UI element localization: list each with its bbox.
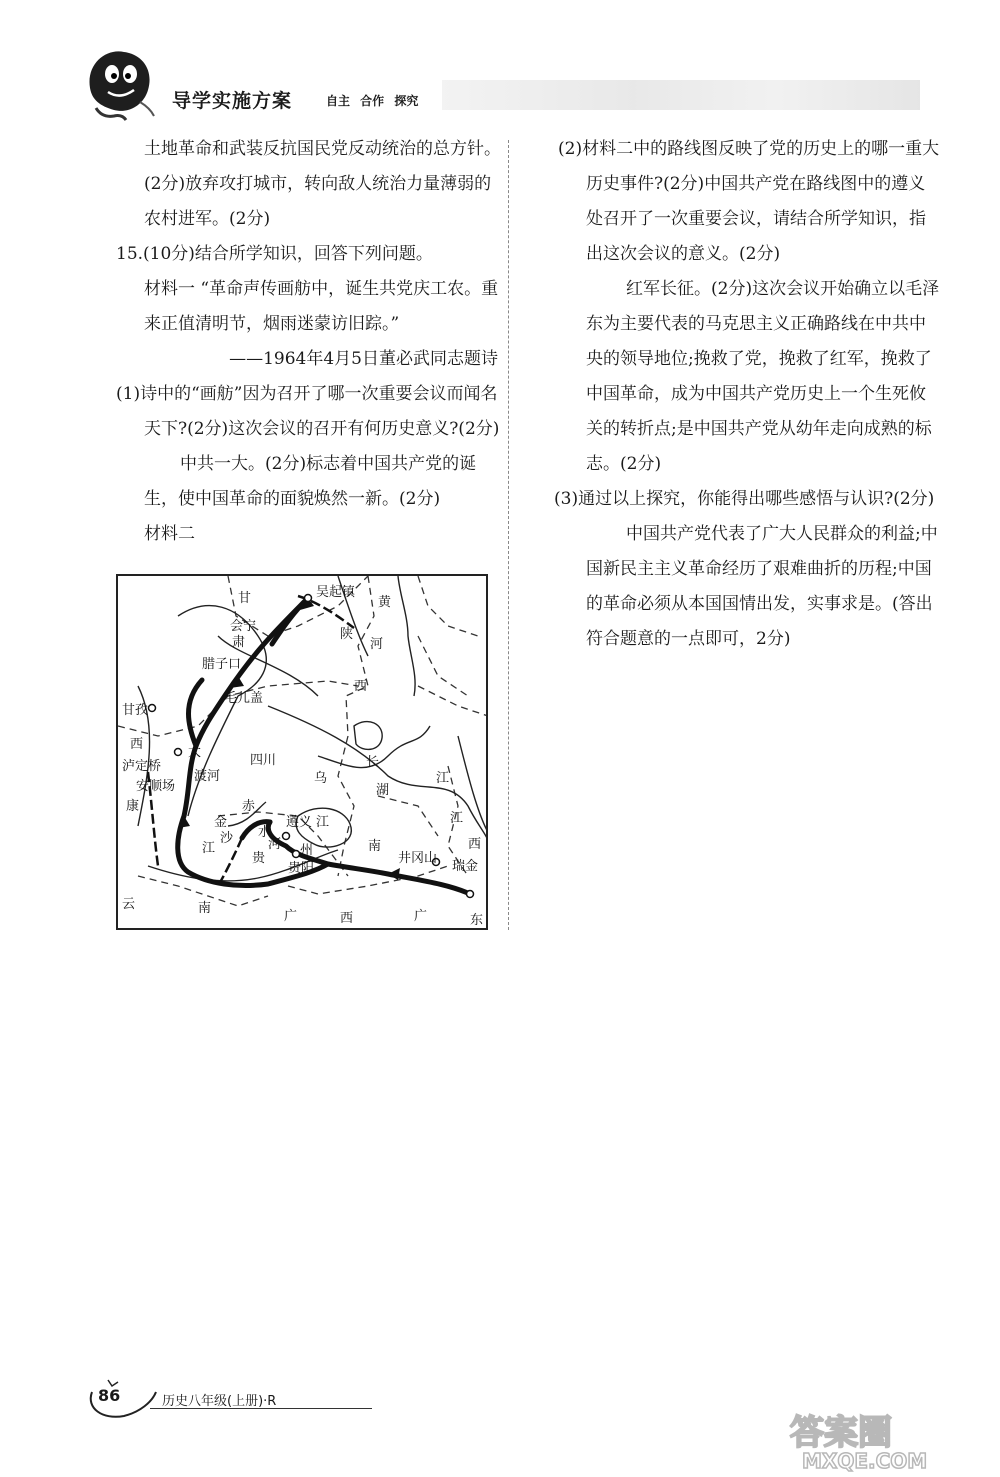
map-label-da: 大 <box>188 745 202 760</box>
page-number-swirl-icon <box>82 1372 162 1422</box>
page-number: 86 <box>98 1386 121 1405</box>
answer-continued: 土地革命和武装反抗国民党反动统治的总方针。(2分)放弃攻打城市，转向敌人统治力量薄弱的农村进军。(2分) <box>144 139 501 229</box>
map-label-xi-3: 西 <box>468 837 482 852</box>
watermark-graphic <box>782 1404 972 1472</box>
map-label-gan: 甘 <box>238 591 252 606</box>
header-title: 导学实施方案 <box>172 90 293 112</box>
map-label-lazikou: 腊子口 <box>202 657 242 672</box>
map-label-jiang-1: 江 <box>436 771 450 786</box>
map-label-chi: 赤 <box>242 799 256 814</box>
watermark-url: MXQE.COM <box>802 1449 928 1472</box>
map-label-su: 肃 <box>232 635 246 650</box>
header-decor-band <box>442 80 920 110</box>
map-label-wu: 乌 <box>314 771 328 786</box>
map-label-chang: 长 <box>366 755 380 770</box>
map-label-xi-1: 西 <box>354 679 368 694</box>
map-label-luding: 泸定桥 <box>122 759 162 774</box>
map-label-shui: 水 <box>258 825 272 840</box>
material-one: 材料一 “革命声传画舫中，诞生共党庆工农。重来正值清明节，烟雨迷蒙访旧踪。” <box>144 279 499 334</box>
material-two-label: 材料二 <box>144 524 195 544</box>
map-label-anshunchang: 安顺场 <box>136 779 176 794</box>
left-column <box>116 132 502 552</box>
map-label-nan-1: 南 <box>368 839 382 854</box>
map-label-xi-4: 西 <box>340 911 354 926</box>
question-15: 15.(10分)结合所学知识，回答下列问题。 <box>116 244 433 264</box>
map-label-jiang-3: 江 <box>316 815 330 830</box>
watermark-title: 答案圈 <box>790 1413 892 1453</box>
map-label-jiang-4: 江 <box>202 841 216 856</box>
map-label-hu: 湖 <box>376 783 390 798</box>
map-label-huang: 黄 <box>378 595 392 610</box>
map-label-shaan: 陕 <box>340 627 354 642</box>
map-label-maoergai: 毛儿盖 <box>224 691 264 706</box>
map-label-jinggangshan: 井冈山 <box>398 851 438 866</box>
map-label-dudu: 渡河 <box>194 769 221 784</box>
column-divider <box>508 140 509 930</box>
book-title: 历史八年级(上册)·R <box>162 1394 277 1409</box>
map-label-xi-2: 西 <box>130 737 144 752</box>
map-label-nan-2: 南 <box>198 901 212 916</box>
map-label-guang-1: 广 <box>284 909 298 924</box>
map-label-jiang-2: 江 <box>450 811 464 826</box>
map-label-he: 河 <box>370 637 384 652</box>
mascot-icon <box>82 44 162 124</box>
map-label-guiyang: 贵阳 <box>288 861 315 876</box>
map-label-ganzi: 甘孜 <box>122 703 149 718</box>
map-label-kang: 康 <box>126 799 140 814</box>
map-label-dong: 东 <box>470 913 484 928</box>
header-tags: 自主 合作 探究 <box>326 94 419 108</box>
material-one-citation: ——1964年4月5日董必武同志题诗 <box>229 349 498 369</box>
answer-15-1: 中共一大。(2分)标志着中国共产党的诞生，使中国革命的面貌焕然一新。(2分) <box>144 454 477 509</box>
map-label-wuqizhen: 吴起镇 <box>316 585 356 600</box>
map-label-ruijin: 瑞金 <box>452 859 479 874</box>
footer-rule <box>150 1408 372 1409</box>
answer-15-3: 中国共产党代表了广大人民群众的利益;中国新民主主义革命经历了艰难曲折的历程;中国的革命必须从本国国情出发，实事求是。(答出符合题意的一点即可，2分) <box>586 524 938 649</box>
question-15-3: (3)通过以上探究，你能得出哪些感悟与认识?(2分) <box>554 489 935 509</box>
map-label-he-2: 河 <box>268 837 282 852</box>
map-label-sichuan: 四川 <box>250 753 277 768</box>
map-label-guang-2: 广 <box>414 909 428 924</box>
site-watermark-logo <box>782 1404 972 1472</box>
page-header <box>0 0 1000 130</box>
map-label-yun: 云 <box>122 897 136 912</box>
map-label-jin: 金 <box>214 815 228 830</box>
map-label-huining: 会宁 <box>230 619 257 634</box>
question-15-1: (1)诗中的“画舫”因为召开了哪一次重要会议而闻名天下?(2分)这次会议的召开有何历史意义?(2分) <box>116 384 500 439</box>
map-label-gui: 贵 <box>252 851 266 866</box>
map-label-sha: 沙 <box>220 831 234 846</box>
map-label-zunyi: 遵义 <box>286 815 313 830</box>
map-graphic <box>118 576 488 930</box>
question-15-2: (2)材料二中的路线图反映了党的历史上的哪一重大历史事件?(2分)中国共产党在路线图中的遵义处召开了一次重要会议，请结合所学知识，指出这次会议的意义。(2分) <box>558 139 940 264</box>
map-label-zhou: 州 <box>300 843 314 858</box>
long-march-route-map <box>116 574 488 930</box>
right-column <box>554 132 942 657</box>
answer-15-2: 红军长征。(2分)这次会议开始确立以毛泽东为主要代表的马克思主义正确路线在中共中央的领导地位;挽救了党，挽救了红军，挽救了中国革命，成为中国共产党历史上一个生死攸关的转折点;是中国共产党从幼年走向成熟的标志。(2分) <box>586 279 940 474</box>
